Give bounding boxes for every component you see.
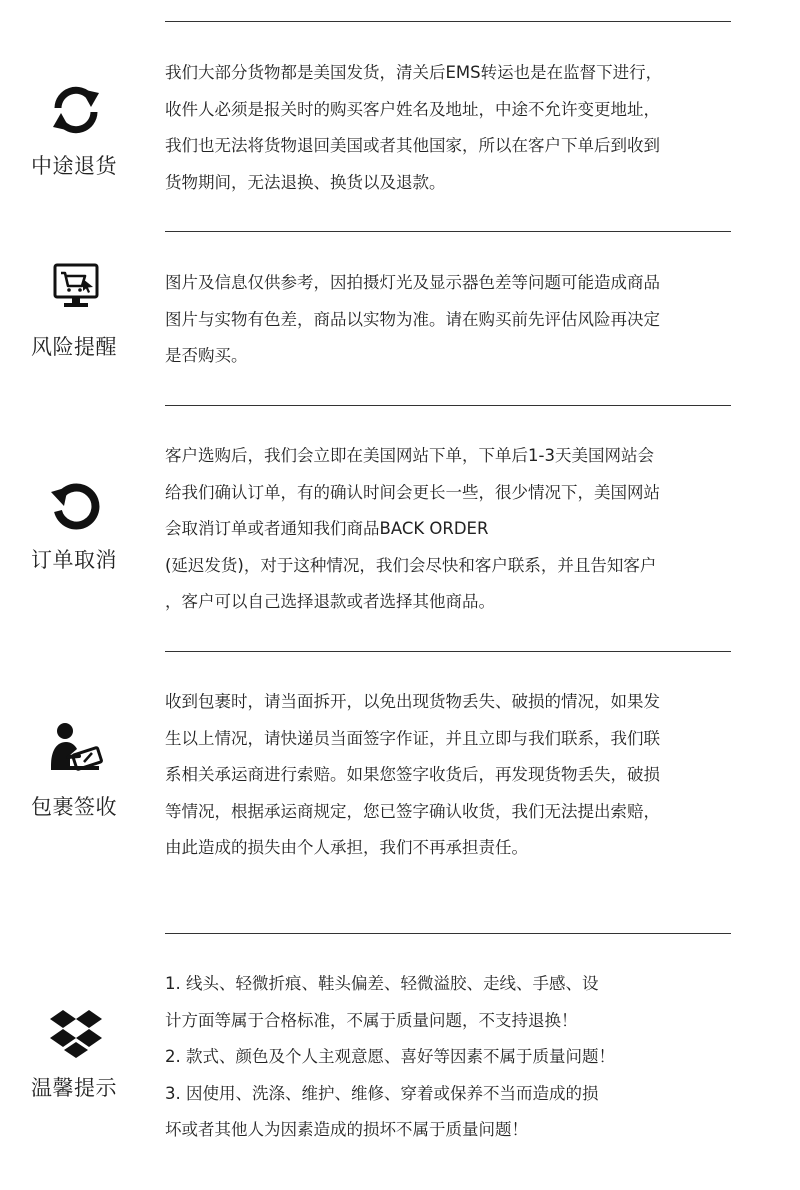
- text-line: 3. 因使用、洗涤、维护、维修、穿着或保养不当而造成的损: [165, 1083, 599, 1103]
- section-text: [165, 966, 745, 1149]
- text-line: 1. 线头、轻微折痕、鞋头偏差、轻微溢胶、走线、手感、设: [165, 974, 599, 993]
- text-line: 我们大部分货物都是美国发货，清关后EMS转运也是在监督下进行，: [165, 63, 663, 82]
- text-line: 货物期间，无法退换、换货以及退款。: [165, 172, 446, 192]
- person-signing-icon: [44, 716, 108, 780]
- section-label: 包裹签收: [31, 795, 117, 819]
- text-line: 图片及信息仅供参考，因拍摄灯光及显示器色差等问题可能造成商品: [165, 273, 660, 292]
- undo-circle-icon: [44, 474, 108, 538]
- text-line: 收件人必须是报关时的购买客户姓名及地址，中途不允许变更地址，: [165, 99, 660, 119]
- section-text: [165, 265, 745, 375]
- text-line: 客户选购后，我们会立即在美国网站下单，下单后1-3天美国网站会: [165, 446, 654, 465]
- text-line: ，客户可以自己选择退款或者选择其他商品。: [165, 592, 495, 611]
- divider-1: [165, 231, 731, 232]
- text-line: 是否购买。: [165, 346, 248, 365]
- text-line: 收到包裹时，请当面拆开，以免出现货物丢失、破损的情况，如果发: [165, 692, 660, 711]
- divider-2: [165, 405, 731, 406]
- divider-top: [165, 21, 731, 22]
- divider-3: [165, 651, 731, 652]
- text-line: 由此造成的损失由个人承担，我们不再承担责任。: [165, 838, 528, 857]
- text-line: 生以上情况，请快递员当面签字作证，并且立即与我们联系，我们联: [165, 728, 660, 748]
- text-line: 系相关承运商进行索赔。如果您签字收货后，再发现货物丢失，破损: [165, 765, 660, 784]
- section-text: [165, 55, 745, 201]
- text-line: 计方面等属于合格标准，不属于质量问题，不支持退换！: [165, 1010, 578, 1030]
- divider-4: [165, 933, 731, 934]
- text-line: 等情况，根据承运商规定，您已签字确认收货，我们无法提出索赔，: [165, 801, 660, 821]
- text-line: 给我们确认订单，有的确认时间会更长一些，很少情况下，美国网站: [165, 482, 660, 502]
- text-line: 会取消订单或者通知我们商品BACK ORDER: [165, 519, 489, 538]
- text-line: 图片与实物有色差，商品以实物为准。请在购买前先评估风险再决定: [165, 309, 660, 329]
- section-label: 订单取消: [31, 548, 117, 572]
- dropbox-box-icon: [44, 1002, 108, 1066]
- section-label: 风险提醒: [31, 335, 117, 359]
- text-line: (延迟发货)，对于这种情况，我们会尽快和客户联系，并且告知客户: [165, 555, 657, 575]
- section-text: [165, 438, 745, 621]
- section-label: 温馨提示: [31, 1076, 117, 1100]
- text-line: 我们也无法将货物退回美国或者其他国家，所以在客户下单后到收到: [165, 136, 660, 155]
- refresh-arrows-icon: [44, 78, 108, 142]
- text-line: 坏或者其他人为因素造成的损坏不属于质量问题！: [165, 1120, 528, 1139]
- section-label: 中途退货: [31, 154, 117, 178]
- text-line: 2. 款式、颜色及个人主观意愿、喜好等因素不属于质量问题！: [165, 1047, 615, 1066]
- monitor-cart-icon: [44, 254, 108, 318]
- section-text: [165, 684, 745, 867]
